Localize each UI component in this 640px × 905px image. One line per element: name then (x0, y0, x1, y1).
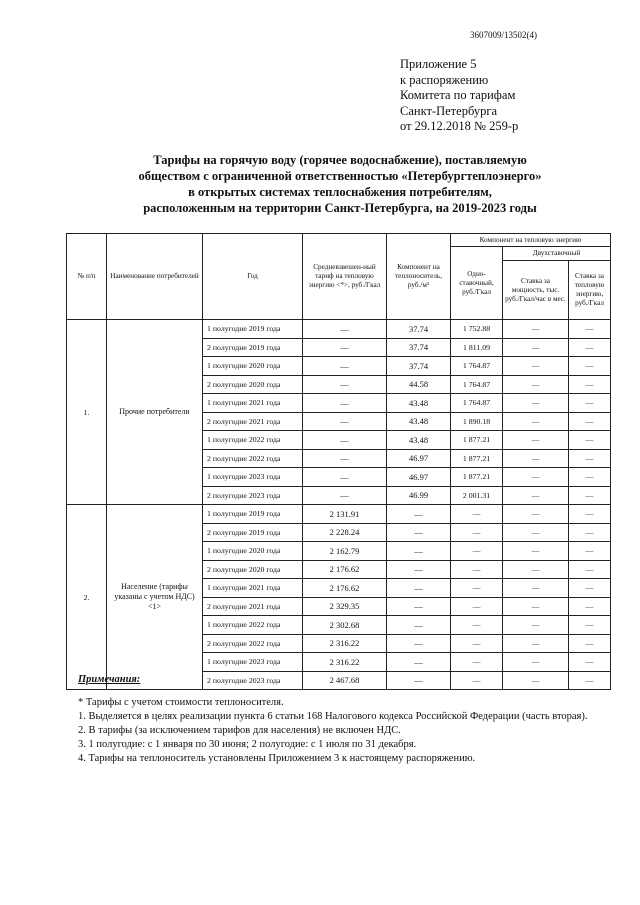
power-rate-cell: — (503, 431, 569, 450)
period-cell: 2 полугодие 2020 года (203, 560, 303, 579)
header-energy-rate: Ставка за тепловую энергию, руб./Гкал (569, 261, 611, 320)
avg-tariff-cell: 2 162.79 (303, 542, 387, 561)
avg-tariff-cell: — (303, 486, 387, 505)
single-rate-cell: — (451, 634, 503, 653)
note-item: 2. В тарифы (за исключением тарифов для населения) не включен НДС. (78, 725, 401, 736)
consumer-name: Население (тарифы указаны с учетом НДС) <1> (107, 505, 203, 690)
header-single-rate: Одно-ставочный, руб./Гкал (451, 247, 503, 320)
avg-tariff-cell: — (303, 431, 387, 450)
period-cell: 1 полугодие 2019 года (203, 505, 303, 524)
appendix-line: Приложение 5 (400, 57, 477, 71)
energy-rate-cell: — (569, 394, 611, 413)
carrier-cell: 46.99 (387, 486, 451, 505)
appendix-line: Санкт-Петербурга (400, 103, 498, 118)
avg-tariff-cell: — (303, 357, 387, 376)
single-rate-cell: 1 811.09 (451, 338, 503, 357)
carrier-cell: — (387, 653, 451, 672)
energy-rate-cell: — (569, 597, 611, 616)
energy-rate-cell: — (569, 412, 611, 431)
period-cell: 1 полугодие 2022 года (203, 616, 303, 635)
note-item: * Тарифы с учетом стоимости теплоносителя. (78, 697, 284, 708)
carrier-cell: 46.97 (387, 449, 451, 468)
carrier-cell: — (387, 560, 451, 579)
header-num: № п/п (67, 234, 107, 320)
document-title (60, 152, 620, 216)
period-cell: 2 полугодие 2019 года (203, 523, 303, 542)
carrier-cell: — (387, 616, 451, 635)
energy-rate-cell: — (569, 449, 611, 468)
carrier-cell: 43.48 (387, 394, 451, 413)
energy-rate-cell: — (569, 338, 611, 357)
title-line: обществом с ограниченной ответственностью «Петербургтеплоэнерго» (138, 169, 542, 183)
carrier-cell: — (387, 542, 451, 561)
carrier-cell: — (387, 671, 451, 690)
avg-tariff-cell: — (303, 449, 387, 468)
notes-heading: Примечания: (78, 674, 141, 685)
single-rate-cell: 1 877.21 (451, 468, 503, 487)
single-rate-cell: 2 001.31 (451, 486, 503, 505)
period-cell: 2 полугодие 2019 года (203, 338, 303, 357)
header-avg-tariff: Средневзвешен-ный тариф на тепловую энергию <*>, руб./Гкал (303, 234, 387, 320)
single-rate-cell: 1 764.87 (451, 394, 503, 413)
power-rate-cell: — (503, 542, 569, 561)
power-rate-cell: — (503, 560, 569, 579)
single-rate-cell: — (451, 671, 503, 690)
header-energy-component: Компонент на тепловую энергию (451, 234, 611, 247)
energy-rate-cell: — (569, 505, 611, 524)
power-rate-cell: — (503, 338, 569, 357)
period-cell: 2 полугодие 2022 года (203, 634, 303, 653)
carrier-cell: 43.48 (387, 412, 451, 431)
avg-tariff-cell: 2 176.62 (303, 579, 387, 598)
energy-rate-cell: — (569, 375, 611, 394)
avg-tariff-cell: 2 316.22 (303, 653, 387, 672)
power-rate-cell: — (503, 523, 569, 542)
notes-section (78, 673, 588, 766)
single-rate-cell: — (451, 616, 503, 635)
header-two-part: Двухставочный (503, 247, 611, 261)
carrier-cell: — (387, 597, 451, 616)
single-rate-cell: 1 890.18 (451, 412, 503, 431)
avg-tariff-cell: 2 467.68 (303, 671, 387, 690)
power-rate-cell: — (503, 597, 569, 616)
period-cell: 1 полугодие 2023 года (203, 653, 303, 672)
carrier-cell: — (387, 523, 451, 542)
table-row (67, 320, 611, 339)
period-cell: 1 полугодие 2019 года (203, 320, 303, 339)
note-item: 4. Тарифы на теплоноситель установлены Приложением 3 к настоящему распоряжению. (78, 753, 476, 764)
tariff-table (66, 233, 611, 690)
power-rate-cell: — (503, 671, 569, 690)
energy-rate-cell: — (569, 468, 611, 487)
energy-rate-cell: — (569, 671, 611, 690)
power-rate-cell: — (503, 449, 569, 468)
appendix-line: Комитета по тарифам (400, 88, 516, 102)
avg-tariff-cell: — (303, 320, 387, 339)
document-number: 3607009/13502(4) (470, 30, 537, 40)
energy-rate-cell: — (569, 486, 611, 505)
period-cell: 2 полугодие 2021 года (203, 412, 303, 431)
avg-tariff-cell: — (303, 412, 387, 431)
energy-rate-cell: — (569, 579, 611, 598)
single-rate-cell: — (451, 542, 503, 561)
period-cell: 2 полугодие 2021 года (203, 597, 303, 616)
single-rate-cell: — (451, 579, 503, 598)
single-rate-cell: 1 764.87 (451, 357, 503, 376)
table-row (67, 505, 611, 524)
carrier-cell: — (387, 505, 451, 524)
carrier-cell: 37.74 (387, 320, 451, 339)
avg-tariff-cell: 2 131.91 (303, 505, 387, 524)
power-rate-cell: — (503, 394, 569, 413)
single-rate-cell: 1 877.21 (451, 431, 503, 450)
consumer-name: Прочие потребители (107, 320, 203, 505)
group-number: 2. (67, 505, 107, 690)
energy-rate-cell: — (569, 320, 611, 339)
avg-tariff-cell: 2 329.35 (303, 597, 387, 616)
header-carrier-component: Компонент на теплоноситель, руб./м³ (387, 234, 451, 320)
energy-rate-cell: — (569, 634, 611, 653)
header-power-rate: Ставка за мощность, тыс. руб./Гкал/час в мес. (503, 261, 569, 320)
period-cell: 2 полугодие 2023 года (203, 486, 303, 505)
table-body (67, 320, 611, 690)
note-item: 1. Выделяется в целях реализации пункта 6 статьи 168 Налогового кодекса Российской Федерации (часть вторая). (78, 711, 588, 722)
appendix-block (400, 57, 518, 135)
period-cell: 2 полугодие 2022 года (203, 449, 303, 468)
period-cell: 2 полугодие 2023 года (203, 671, 303, 690)
power-rate-cell: — (503, 357, 569, 376)
power-rate-cell: — (503, 320, 569, 339)
avg-tariff-cell: 2 302.68 (303, 616, 387, 635)
carrier-cell: 37.74 (387, 338, 451, 357)
period-cell: 1 полугодие 2020 года (203, 357, 303, 376)
header-name: Наименование потребителей (107, 234, 203, 320)
power-rate-cell: — (503, 579, 569, 598)
carrier-cell: 43.48 (387, 431, 451, 450)
appendix-line: к распоряжению (400, 72, 489, 87)
avg-tariff-cell: 2 176.62 (303, 560, 387, 579)
avg-tariff-cell: — (303, 375, 387, 394)
energy-rate-cell: — (569, 542, 611, 561)
power-rate-cell: — (503, 375, 569, 394)
note-item: 3. 1 полугодие: с 1 января по 30 июня; 2 полугодие: с 1 июля по 31 декабря. (78, 739, 417, 750)
power-rate-cell: — (503, 468, 569, 487)
header-year: Год (203, 234, 303, 320)
single-rate-cell: — (451, 505, 503, 524)
period-cell: 1 полугодие 2021 года (203, 579, 303, 598)
carrier-cell: 44.58 (387, 375, 451, 394)
avg-tariff-cell: — (303, 468, 387, 487)
single-rate-cell: 1 764.87 (451, 375, 503, 394)
energy-rate-cell: — (569, 523, 611, 542)
title-line: в открытых системах теплоснабжения потребителям, (188, 185, 492, 199)
period-cell: 1 полугодие 2021 года (203, 394, 303, 413)
avg-tariff-cell: — (303, 394, 387, 413)
power-rate-cell: — (503, 634, 569, 653)
single-rate-cell: 1 877.21 (451, 449, 503, 468)
carrier-cell: 46.97 (387, 468, 451, 487)
power-rate-cell: — (503, 486, 569, 505)
avg-tariff-cell: — (303, 338, 387, 357)
title-line: расположенным на территории Санкт-Петербурга, на 2019-2023 годы (143, 201, 537, 215)
carrier-cell: — (387, 634, 451, 653)
energy-rate-cell: — (569, 560, 611, 579)
single-rate-cell: — (451, 653, 503, 672)
carrier-cell: — (387, 579, 451, 598)
group-number: 1. (67, 320, 107, 505)
period-cell: 1 полугодие 2020 года (203, 542, 303, 561)
power-rate-cell: — (503, 653, 569, 672)
single-rate-cell: — (451, 523, 503, 542)
period-cell: 1 полугодие 2022 года (203, 431, 303, 450)
power-rate-cell: — (503, 505, 569, 524)
single-rate-cell: — (451, 560, 503, 579)
power-rate-cell: — (503, 412, 569, 431)
single-rate-cell: — (451, 597, 503, 616)
avg-tariff-cell: 2 228.24 (303, 523, 387, 542)
title-line: Тарифы на горячую воду (горячее водоснабжение), поставляемую (153, 153, 527, 167)
energy-rate-cell: — (569, 357, 611, 376)
single-rate-cell: 1 752.88 (451, 320, 503, 339)
energy-rate-cell: — (569, 653, 611, 672)
appendix-line: от 29.12.2018 № 259-р (400, 119, 519, 133)
period-cell: 1 полугодие 2023 года (203, 468, 303, 487)
energy-rate-cell: — (569, 616, 611, 635)
carrier-cell: 37.74 (387, 357, 451, 376)
power-rate-cell: — (503, 616, 569, 635)
avg-tariff-cell: 2 316.22 (303, 634, 387, 653)
period-cell: 2 полугодие 2020 года (203, 375, 303, 394)
energy-rate-cell: — (569, 431, 611, 450)
